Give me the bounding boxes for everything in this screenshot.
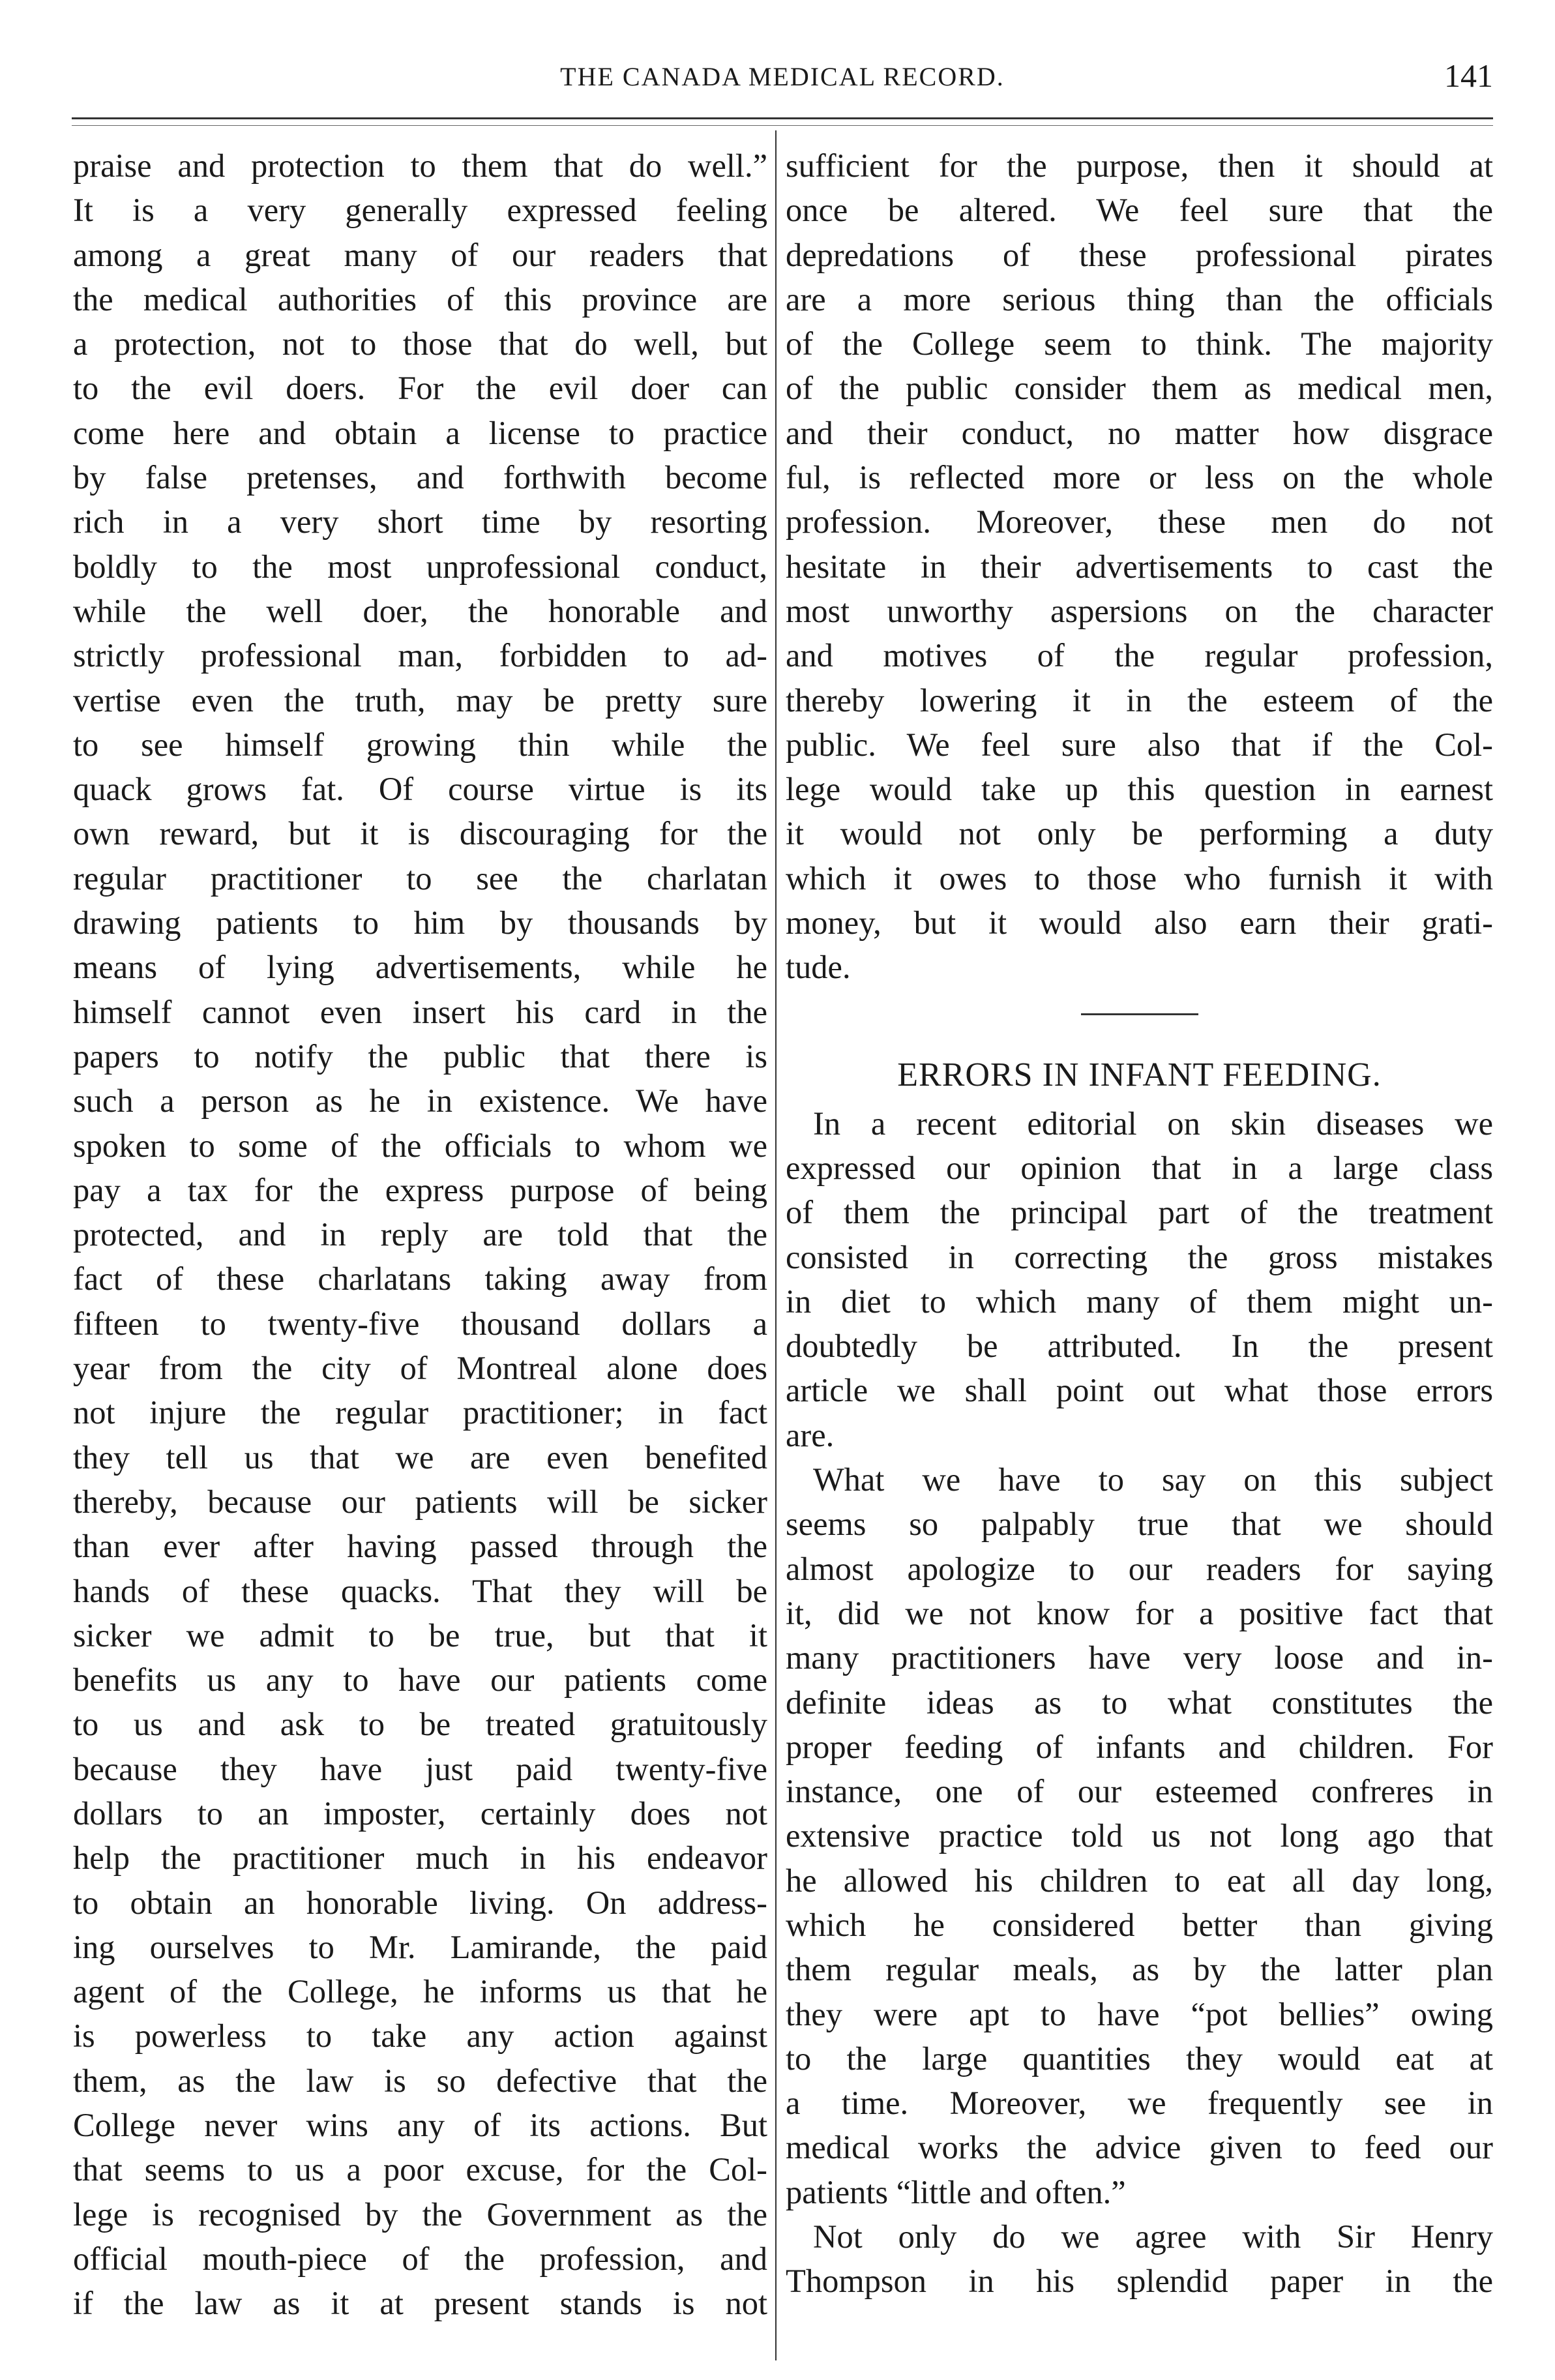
text-line: papers to notify the public that there is: [73, 1037, 767, 1075]
text-line: to the large quantities they would eat at: [786, 2040, 1493, 2077]
text-line: the medical authorities of this province are: [73, 280, 767, 318]
text-line: definite ideas as to what constitutes the: [786, 1684, 1493, 1721]
text-line: official mouth-piece of the profession, and: [73, 2240, 767, 2277]
text-line: strictly professional man, forbidden to ad-: [73, 637, 767, 674]
text-line: such a person as he in existence. We have: [73, 1082, 767, 1120]
journal-title: THE CANADA MEDICAL RECORD.: [560, 62, 1005, 91]
text-line: quack grows fat. Of course virtue is its: [73, 771, 767, 808]
text-line: pay a tax for the express purpose of being: [73, 1171, 767, 1208]
column-divider: [775, 130, 777, 2360]
text-line: instance, one of our esteemed confreres in: [786, 1773, 1493, 1810]
text-line: What we have to say on this subject: [813, 1461, 1493, 1498]
text-line: almost apologize to our readers for saying: [786, 1550, 1493, 1587]
text-line: profession. Moreover, these men do not: [786, 503, 1493, 541]
text-line: a time. Moreover, we frequently see in: [786, 2085, 1493, 2122]
text-line: by false pretenses, and forthwith become: [73, 459, 767, 496]
section-divider: [1081, 1013, 1198, 1015]
text-line: fifteen to twenty-five thousand dollars a: [73, 1305, 767, 1342]
text-line: are.: [786, 1416, 835, 1453]
text-line: while the well doer, the honorable and: [73, 592, 767, 629]
text-line: fact of these charlatans taking away from: [73, 1260, 767, 1298]
text-line: a protection, not to those that do well, but: [73, 325, 767, 363]
text-line: of the College seem to think. The majority: [786, 325, 1493, 363]
text-line: money, but it would also earn their grati-: [786, 904, 1493, 942]
text-line: not injure the regular practitioner; in fact: [73, 1394, 767, 1431]
text-line: lege is recognised by the Government as the: [73, 2195, 767, 2233]
text-line: seems so palpably true that we should: [786, 1506, 1493, 1543]
text-line: hesitate in their advertisements to cast the: [786, 548, 1493, 585]
text-line: sicker we admit to be true, but that it: [73, 1616, 767, 1654]
text-line: means of lying advertisements, while he: [73, 949, 767, 986]
text-line: tude.: [786, 949, 851, 986]
text-line: article we shall point out what those errors: [786, 1372, 1493, 1409]
header-rule-thin: [72, 125, 1493, 126]
text-line: they were apt to have “pot bellies” owing: [786, 1995, 1493, 2032]
text-line: boldly to the most unprofessional conduct,: [73, 548, 767, 585]
text-line: expressed our opinion that in a large class: [786, 1149, 1493, 1186]
text-line: In a recent editorial on skin diseases we: [813, 1105, 1493, 1142]
text-line: if the law as it at present stands is not: [73, 2285, 767, 2322]
text-line: medical works the advice given to feed our: [786, 2129, 1493, 2166]
text-line: many practitioners have very loose and in-: [786, 1639, 1493, 1676]
text-line: help the practitioner much in his endeavor: [73, 1839, 767, 1877]
text-line: drawing patients to him by thousands by: [73, 904, 767, 942]
text-line: year from the city of Montreal alone does: [73, 1350, 767, 1387]
text-line: to the evil doers. For the evil doer can: [73, 370, 767, 407]
text-line: patients “little and often.”: [786, 2173, 1126, 2210]
text-line: and their conduct, no matter how disgrace: [786, 414, 1493, 451]
text-line: thereby lowering it in the esteem of the: [786, 681, 1493, 719]
text-line: sufficient for the purpose, then it should at: [786, 147, 1493, 184]
left-column: [73, 143, 767, 2326]
text-line: because they have just paid twenty-five: [73, 1750, 767, 1787]
text-line: spoken to some of the officials to whom we: [73, 1127, 767, 1164]
page-number: 141: [1444, 57, 1493, 94]
text-line: he allowed his children to eat all day long,: [786, 1862, 1493, 1899]
text-line: of them the principal part of the treatment: [786, 1194, 1493, 1231]
text-line: depredations of these professional pirates: [786, 236, 1493, 273]
text-line: to see himself growing thin while the: [73, 726, 767, 763]
text-line: protected, and in reply are told that the: [73, 1216, 767, 1253]
text-line: which it owes to those who furnish it with: [786, 859, 1493, 897]
text-line: Not only do we agree with Sir Henry: [813, 2218, 1493, 2255]
text-line: are a more serious thing than the officials: [786, 280, 1493, 318]
text-line: it would not only be performing a duty: [786, 815, 1493, 852]
text-line: It is a very generally expressed feeling: [73, 192, 767, 229]
text-line: them, as the law is so defective that the: [73, 2062, 767, 2099]
text-line: praise and protection to them that do well.”: [73, 147, 767, 184]
text-line: most unworthy aspersions on the character: [786, 592, 1493, 629]
text-line: hands of these quacks. That they will be: [73, 1572, 767, 1609]
text-line: lege would take up this question in earnest: [786, 771, 1493, 808]
text-line: thereby, because our patients will be sicker: [73, 1483, 767, 1520]
text-line: vertise even the truth, may be pretty sure: [73, 681, 767, 719]
text-line: come here and obtain a license to practice: [73, 414, 767, 451]
text-line: public. We feel sure also that if the Col-: [786, 726, 1493, 763]
text-line: of the public consider them as medical men,: [786, 370, 1493, 407]
text-line: proper feeding of infants and children. For: [786, 1728, 1493, 1765]
text-line: benefits us any to have our patients come: [73, 1661, 767, 1699]
text-line: and motives of the regular profession,: [786, 637, 1493, 674]
text-line: among a great many of our readers that: [73, 236, 767, 273]
text-line: in diet to which many of them might un-: [786, 1283, 1493, 1320]
text-line: which he considered better than giving: [786, 1906, 1493, 1943]
text-line: ing ourselves to Mr. Lamirande, the paid: [73, 1928, 767, 1965]
text-line: own reward, but it is discouraging for the: [73, 815, 767, 852]
text-line: to us and ask to be treated gratuitously: [73, 1706, 767, 1743]
text-line: dollars to an imposter, certainly does not: [73, 1794, 767, 1832]
section-heading: ERRORS IN INFANT FEEDING.: [897, 1056, 1382, 1093]
text-line: once be altered. We feel sure that the: [786, 192, 1493, 229]
text-line: College never wins any of its actions. But: [73, 2107, 767, 2144]
text-line: himself cannot even insert his card in the: [73, 993, 767, 1030]
text-line: is powerless to take any action against: [73, 2017, 767, 2055]
text-line: to obtain an honorable living. On address-: [73, 1884, 767, 1921]
text-line: regular practitioner to see the charlatan: [73, 859, 767, 897]
text-line: Thompson in his splendid paper in the: [786, 2263, 1493, 2300]
right-column: [786, 143, 1493, 2304]
text-line: than ever after having passed through the: [73, 1528, 767, 1565]
text-line: ful, is reflected more or less on the whole: [786, 459, 1493, 496]
text-line: they tell us that we are even benefited: [73, 1438, 767, 1476]
text-line: extensive practice told us not long ago that: [786, 1817, 1493, 1854]
text-line: doubtedly be attributed. In the present: [786, 1328, 1493, 1365]
text-line: agent of the College, he informs us that he: [73, 1973, 767, 2010]
text-line: rich in a very short time by resorting: [73, 503, 767, 541]
header-rule: [72, 117, 1493, 119]
text-line: that seems to us a poor excuse, for the Col-: [73, 2151, 767, 2188]
text-line: it, did we not know for a positive fact that: [786, 1594, 1493, 1631]
running-head: [72, 57, 1493, 103]
text-line: consisted in correcting the gross mistakes: [786, 1238, 1493, 1275]
text-line: them regular meals, as by the latter plan: [786, 1951, 1493, 1988]
